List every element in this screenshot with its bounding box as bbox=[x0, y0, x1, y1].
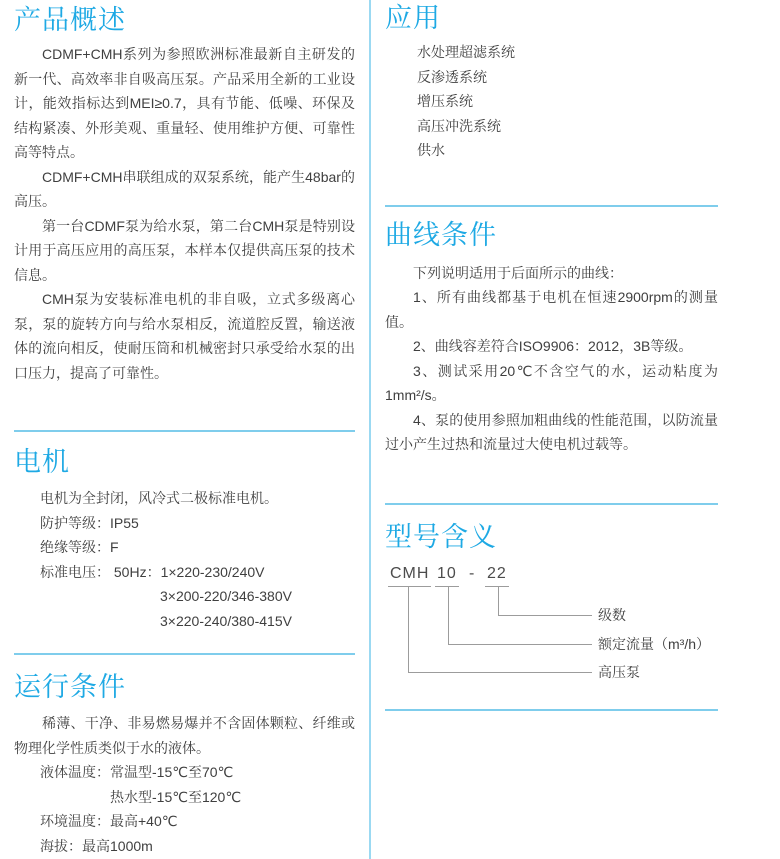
section-title-applications: 应用 bbox=[385, 3, 441, 33]
section-title-model-designation: 型号含义 bbox=[385, 521, 497, 552]
motor-voltage-continuation: 3×220-240/380-415V bbox=[160, 612, 292, 629]
model-connector-stages-horizontal bbox=[498, 615, 592, 616]
model-code-dash: - bbox=[469, 564, 476, 582]
model-series-code: CMH bbox=[388, 565, 431, 587]
overview-paragraph: 第一台CDMF泵为给水泵，第二台CMH泵是特别设计用于高压应用的高压泵，本样本仅提供高压泵的技术信息。 bbox=[14, 217, 355, 283]
motor-spec-line: 绝缘等级：F bbox=[40, 539, 119, 555]
section-divider bbox=[385, 205, 718, 207]
motor-specs bbox=[14, 486, 355, 633]
model-stages-code: 22 bbox=[485, 565, 509, 587]
overview-paragraph: CMH泵为安装标准电机的非自吸，立式多级离心泵，泵的旋转方向与给水泵相反，流道腔反置，输送液体的流向相反，使耐压筒和机械密封只承受给水泵的出口压力，提高了可靠性。 bbox=[14, 291, 355, 381]
section-divider bbox=[14, 430, 355, 432]
application-item: 增压系统 bbox=[417, 93, 473, 109]
curve-conditions-text bbox=[385, 261, 718, 457]
model-label-series: 高压泵 bbox=[598, 663, 640, 680]
curve-item: 1、所有曲线都基于电机在恒速2900rpm的测量值。 bbox=[385, 289, 718, 330]
curve-item: 3、测试采用20℃不含空气的水，运动粘度为1mm²/s。 bbox=[385, 362, 718, 403]
motor-spec-line: 电机为全封闭，风冷式二极标准电机。 bbox=[40, 490, 278, 506]
right-column bbox=[385, 0, 718, 711]
motor-spec-line: 标准电压： 50Hz：1×220-230/240V bbox=[40, 563, 265, 580]
left-column bbox=[14, 0, 355, 858]
operating-spec-line: 环境温度：最高+40℃ bbox=[40, 813, 178, 829]
operating-intro: 稀薄、干净、非易燃易爆并不含固体颗粒、纤维或物理化学性质类似于水的液体。 bbox=[14, 715, 355, 756]
model-label-stages: 级数 bbox=[598, 606, 626, 623]
section-title-product-overview: 产品概述 bbox=[14, 5, 126, 35]
model-connector-series-vertical bbox=[408, 587, 409, 672]
operating-spec-line: 液体温度：常温型-15℃至70℃ bbox=[40, 764, 234, 780]
application-item: 反渗透系统 bbox=[417, 68, 487, 85]
overview-paragraph: CDMF+CMH系列为参照欧洲标准最新自主研发的新一代、高效率非自吸高压泵。产品采用全新的工业设计，能效指标达到MEI≥0.7，具有节能、低噪、环保及结构紧凑、外形美观、重量轻、使用维护方便、可靠性高等特点。 bbox=[14, 46, 355, 160]
column-separator bbox=[369, 0, 371, 859]
model-connector-series-horizontal bbox=[408, 672, 592, 673]
section-divider bbox=[385, 503, 718, 505]
section-title-motor: 电机 bbox=[14, 447, 70, 477]
application-item: 水处理超滤系统 bbox=[417, 44, 515, 60]
section-title-operating-conditions: 运行条件 bbox=[14, 672, 126, 702]
curve-intro: 下列说明适用于后面所示的曲线： bbox=[413, 264, 623, 281]
operating-specs bbox=[14, 760, 355, 858]
operating-temp-continuation: 热水型-15℃至120℃ bbox=[110, 788, 242, 805]
operating-spec-line: 海拔：最高1000m bbox=[40, 837, 153, 854]
curve-item: 2、曲线容差符合ISO9906：2012，3B等级。 bbox=[413, 338, 693, 354]
motor-voltage-continuation: 3×200-220/346-380V bbox=[160, 588, 292, 604]
model-connector-stages-vertical bbox=[498, 587, 499, 615]
application-item: 高压冲洗系统 bbox=[417, 117, 501, 134]
model-connector-flow-horizontal bbox=[448, 644, 592, 645]
motor-spec-line: 防护等级：IP55 bbox=[40, 514, 139, 531]
applications-list bbox=[385, 40, 718, 163]
section-title-curve-conditions: 曲线条件 bbox=[385, 219, 497, 250]
curve-item: 4、泵的使用参照加粗曲线的性能范围，以防流量过小产生过热和流量过大使电机过载等。 bbox=[385, 411, 718, 452]
model-connector-flow-vertical bbox=[448, 587, 449, 644]
model-flow-code: 10 bbox=[435, 565, 459, 587]
section-divider bbox=[14, 653, 355, 655]
model-label-flow: 额定流量（m³/h） bbox=[598, 635, 710, 652]
model-code-diagram bbox=[385, 565, 718, 683]
overview-paragraph: CDMF+CMH串联组成的双泵系统，能产生48bar的高压。 bbox=[14, 168, 355, 209]
application-item: 供水 bbox=[417, 142, 445, 158]
section-divider bbox=[385, 709, 718, 711]
